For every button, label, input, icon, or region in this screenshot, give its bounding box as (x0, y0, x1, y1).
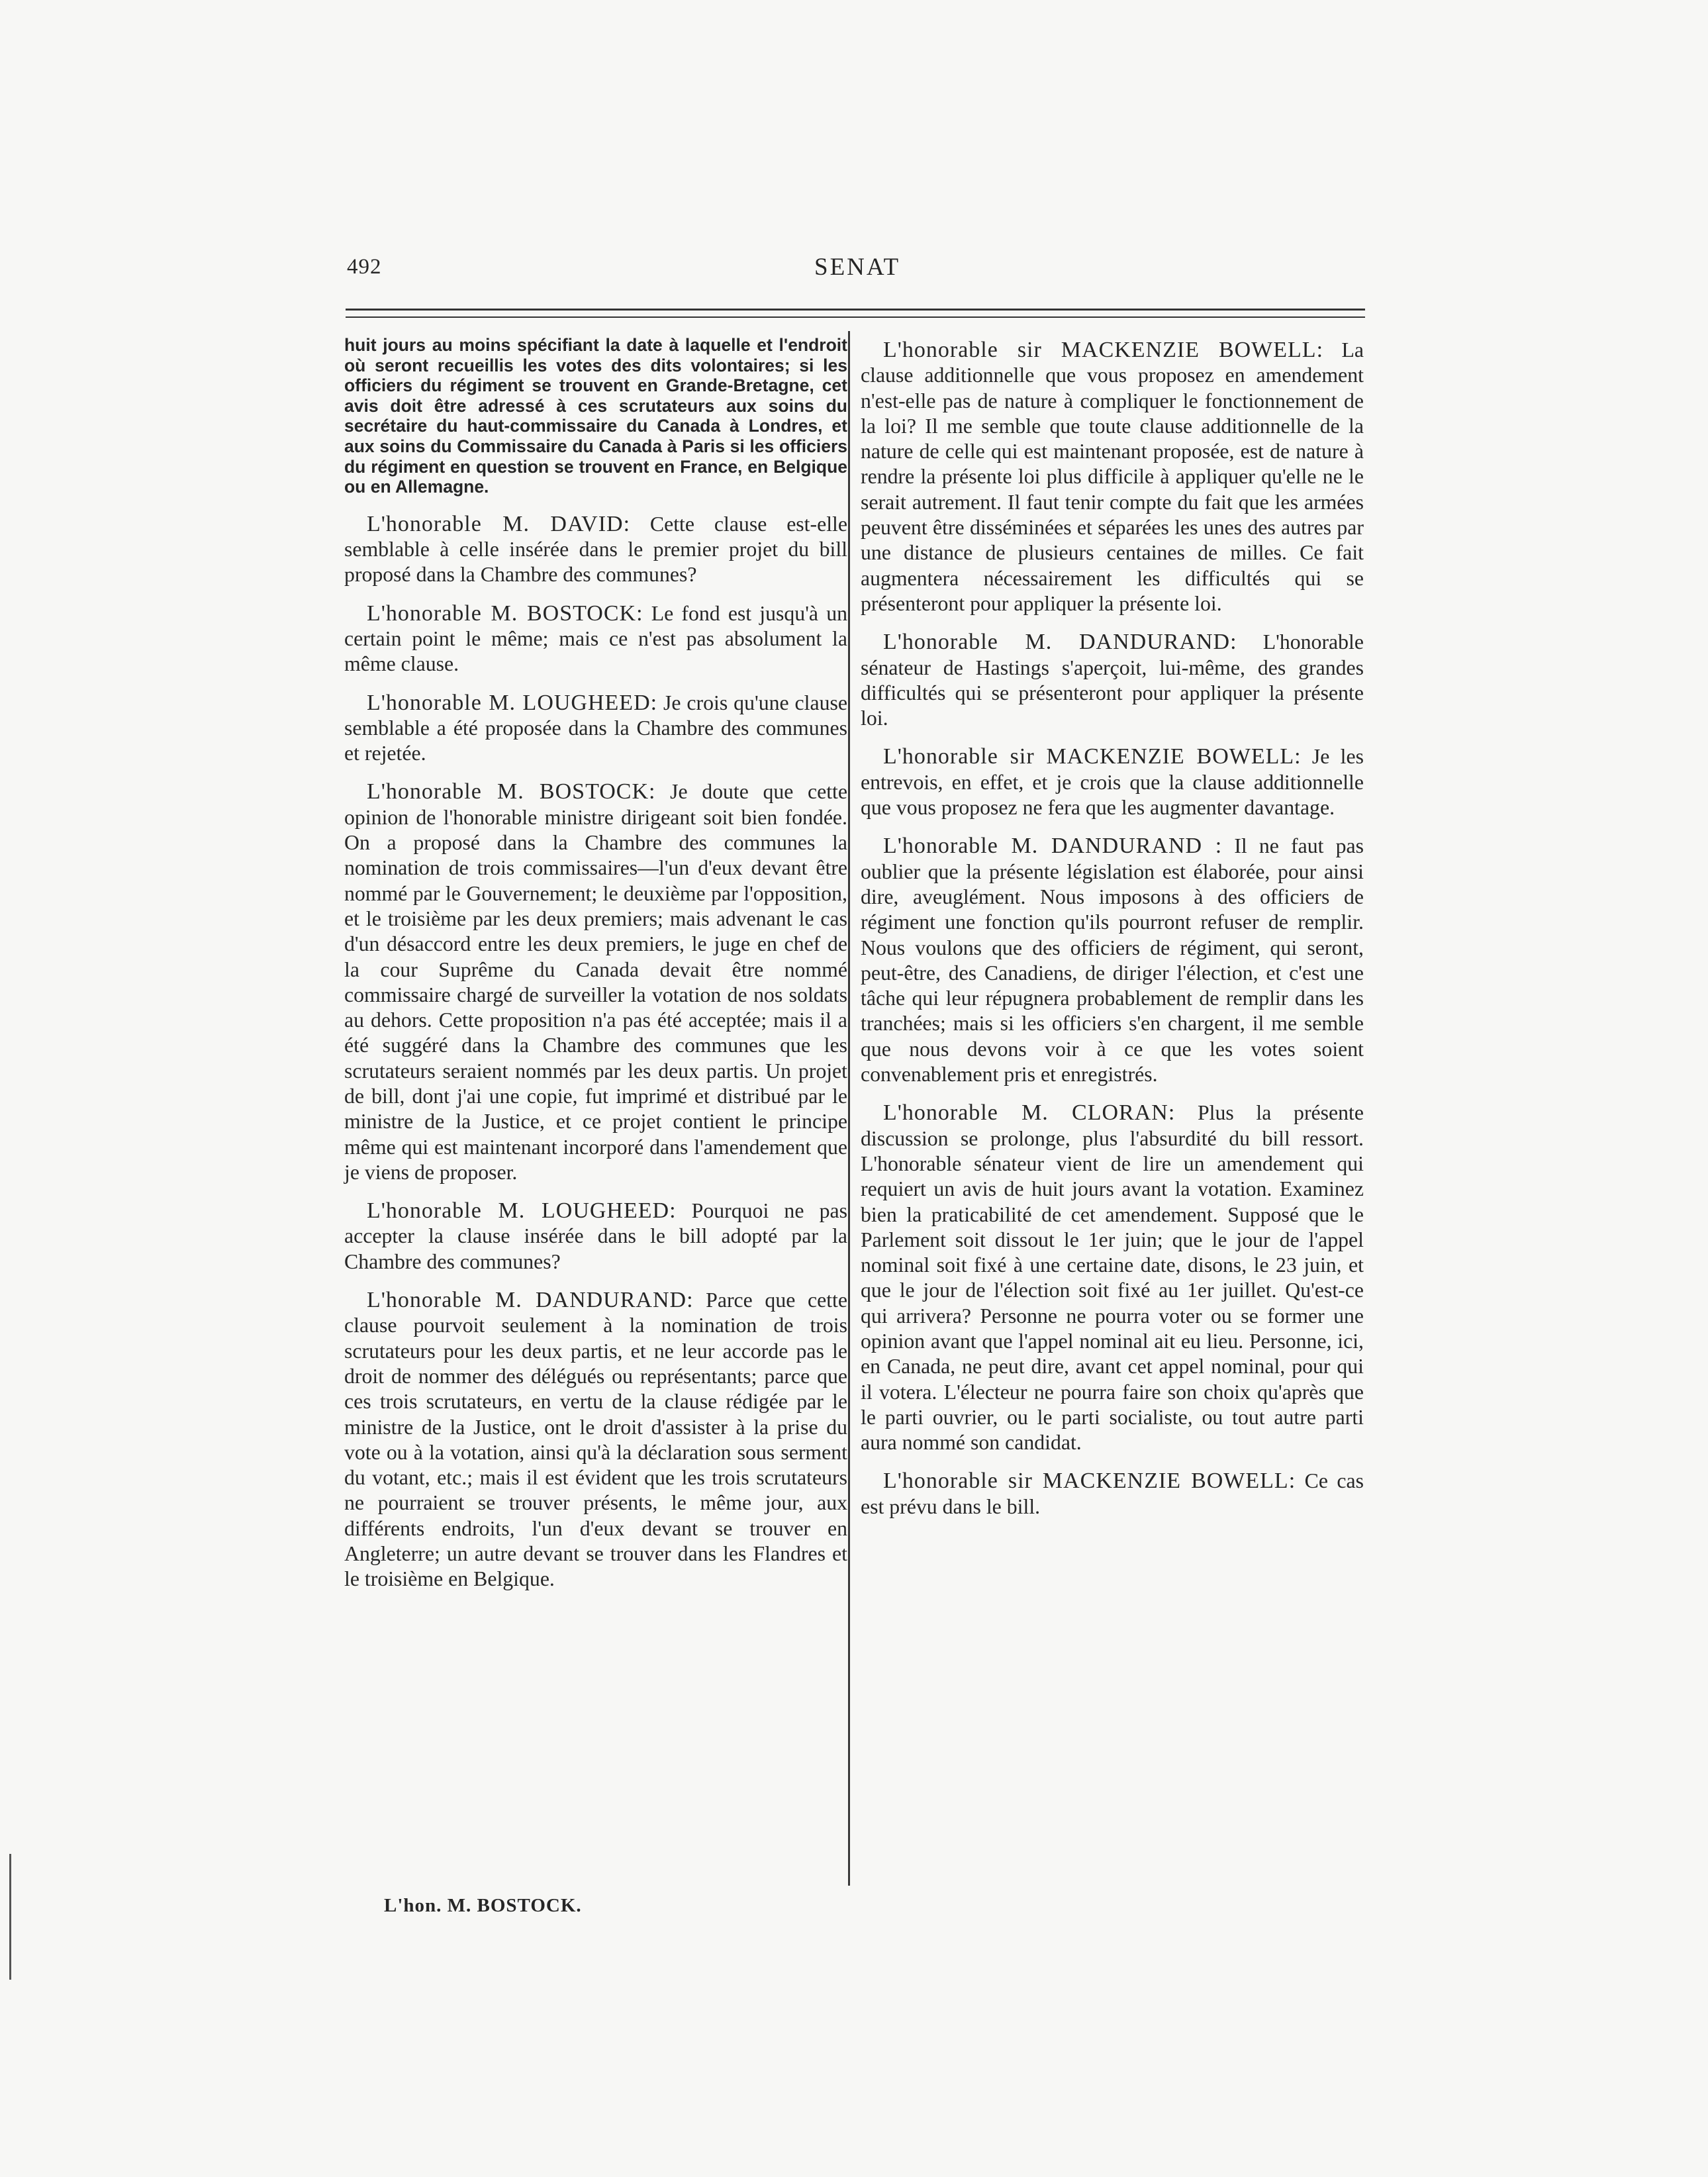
margin-mark (9, 1854, 11, 1980)
speaker-name: L'honorable sir MACKENZIE BOWELL: (883, 744, 1302, 769)
paragraph-text: Ce cas est prévu dans le bill. (861, 1469, 1364, 1518)
speaker-name: L'honorable sir MACKENZIE BOWELL: (883, 1469, 1296, 1494)
speaker-name: L'honorable M. LOUGHEED: (367, 690, 658, 715)
paragraph-text: La clause additionnelle que vous proposez en amendement n'est-elle pas de nature à compliquer le fonctionnement de la loi? Il me semble que toute clause additionnelle de la nature de celle qui est maintenant proposée, est de nature à rendre la présente loi plus difficile à appliquer qu'elle ne le serait autrement. Il faut tenir compte du fait que les armées peuvent être disséminées et séparées les unes des autres par une distance de plusieurs centaines de milles. Ce fait augmentera nécessairement les difficultés qui se présenteront pour appliquer la présente loi. (861, 338, 1364, 615)
speaker-name: L'honorable sir MACKENZIE BOWELL: (883, 338, 1324, 362)
page-number: 492 (347, 255, 382, 279)
paragraph (861, 744, 1364, 820)
speaker-name: L'honorable M. LOUGHEED: (367, 1198, 677, 1224)
paragraph (861, 630, 1364, 731)
paragraph (344, 779, 847, 1185)
paragraph-text: L'honorable sénateur de Hastings s'aperçoit, lui-même, des grandes difficultés qui se présenteront pour appliquer la présente loi. (861, 630, 1364, 730)
paragraph-text: Parce que cette clause pourvoit seulement à la nomination de trois scrutateurs pour les deux partis, et ne leur accorde pas le droit de nommer des délégués ou représentants; parce que ces trois scrutateurs, en vertu de la clause rédigée par le ministre de la Justice, ont le droit d'assister à la prise du vote ou à la votation, ainsi qu'à la déclaration sous serment du votant, etc.; mais il est évident que les trois scrutateurs ne pourraient se trouver présents, le même jour, aux différents endroits, l'un d'eux devant se trouver en Angleterre; un autre devant se trouver dans les Flandres et le troisième en Belgique. (344, 1288, 847, 1591)
speaker-name: L'honorable M. DAVID: (367, 511, 631, 536)
right-column (861, 338, 1364, 1533)
paragraph-text: huit jours au moins spécifiant la date à laquelle et l'endroit où seront recueillis les votes des dits volontaires; si les officiers du régiment se trouvent en Grande-Bretagne, cet avis doit être adressé à ces scrutateurs aux soins du secrétaire du haut-commissaire du Canada à Londres, et aux soins du Commissaire du Canada à Paris si les officiers du régiment en question se trouvent en France, en Belgique ou en Allemagne. (344, 335, 847, 497)
speaker-name: L'honorable M. BOSTOCK: (367, 601, 643, 626)
paragraph (344, 512, 847, 588)
footer-signature: L'hon. M. BOSTOCK. (384, 1895, 582, 1916)
paragraph-text: Pourquoi ne pas accepter la clause insérée dans le bill adopté par la Chambre des communes? (344, 1199, 847, 1273)
paragraph (861, 1100, 1364, 1455)
paragraph-text: Il ne faut pas oublier que la présente législation est élaborée, pour ainsi dire, aveuglément. Nous imposons à des officiers de régiment une fonction qu'ils pourront refuser de remplir. Nous voulons que des officiers de régiment, qui seront, peut-être, des Canadiens, de diriger l'élection, et c'est une tâche qui leur répugnera probablement de remplir dans les tranchées; mais si les officiers s'en chargent, il me semble que nous devons voir à ce que les votes soient convenablement pris et enregistrés. (861, 834, 1364, 1087)
paragraph (344, 335, 847, 497)
page-title: SENAT (814, 254, 901, 281)
paragraph (344, 1198, 847, 1275)
left-column (344, 335, 847, 1606)
paragraph (861, 834, 1364, 1087)
paragraph-text: Je les entrevois, en effet, et je crois que la clause additionnelle que vous proposez ne fera que les augmenter davantage. (861, 745, 1364, 820)
paragraph-text: Le fond est jusqu'à un certain point le même; mais ce n'est pas absolument la même clause. (344, 601, 847, 676)
speaker-name: L'honorable M. DANDURAND : (883, 834, 1223, 859)
paragraph (344, 691, 847, 767)
speaker-name: L'honorable M. CLORAN: (883, 1100, 1176, 1126)
speaker-name: L'honorable M. DANDURAND: (367, 1288, 694, 1313)
paragraph-text: Plus la présente discussion se prolonge, plus l'absurdité du bill ressort. L'honorable sénateur vient de lire un amendement qui requiert un avis de huit jours avant la votation. Examinez bien la praticabilité de cet amendement. Supposé que le Parlement soit dissout le 1er juin; que le jour de l'appel nominal soit fixé à une certaine date, disons, le 23 juin, et que le jour de l'élection soit fixé au 1er juillet. Qu'est-ce qui arrivera? Personne ne pourra voter ou se former une opinion avant que l'appel nominal ait eu lieu. Personne, ici, en Canada, ne peut dire, avant cet appel nominal, pour qui il votera. L'électeur ne pourra faire son choix qu'après que le parti ouvrier, ou le parti socialiste, ou tout autre parti aura nommé son candidat. (861, 1101, 1364, 1455)
header-rule (346, 309, 1365, 318)
paragraph-text: Je crois qu'une clause semblable a été proposée dans la Chambre des communes et rejetée. (344, 691, 847, 765)
speaker-name: L'honorable M. BOSTOCK: (367, 779, 656, 804)
paragraph-text: Cette clause est-elle semblable à celle insérée dans le premier projet du bill proposé dans la Chambre des communes? (344, 512, 847, 587)
speaker-name: L'honorable M. DANDURAND: (883, 630, 1237, 655)
paragraph (861, 338, 1364, 616)
paragraph (344, 601, 847, 677)
paragraph (861, 1469, 1364, 1520)
paragraph (344, 1288, 847, 1592)
column-divider (848, 331, 850, 1886)
paragraph-text: Je doute que cette opinion de l'honorable ministre dirigeant soit bien fondée. On a proposé dans la Chambre des communes la nomination de trois commissaires—l'un d'eux devant être nommé par le Gouvernement; le deuxième par l'opposition, et le troisième par les deux premiers; mais advenant le cas d'un désaccord entre les deux premiers, le juge en chef de la cour Suprême du Canada devait être nommé commissaire chargé de surveiller la votation de nos soldats au dehors. Cette proposition n'a pas été acceptée; mais il a été suggéré dans la Chambre des communes que les scrutateurs seraient nommés par les deux partis. Un projet de bill, dont j'ai une copie, fut imprimé et distribué par le ministre de la Justice, et ce projet contient le principe même qui est maintenant incorporé dans l'amendement que je viens de proposer. (344, 780, 847, 1184)
